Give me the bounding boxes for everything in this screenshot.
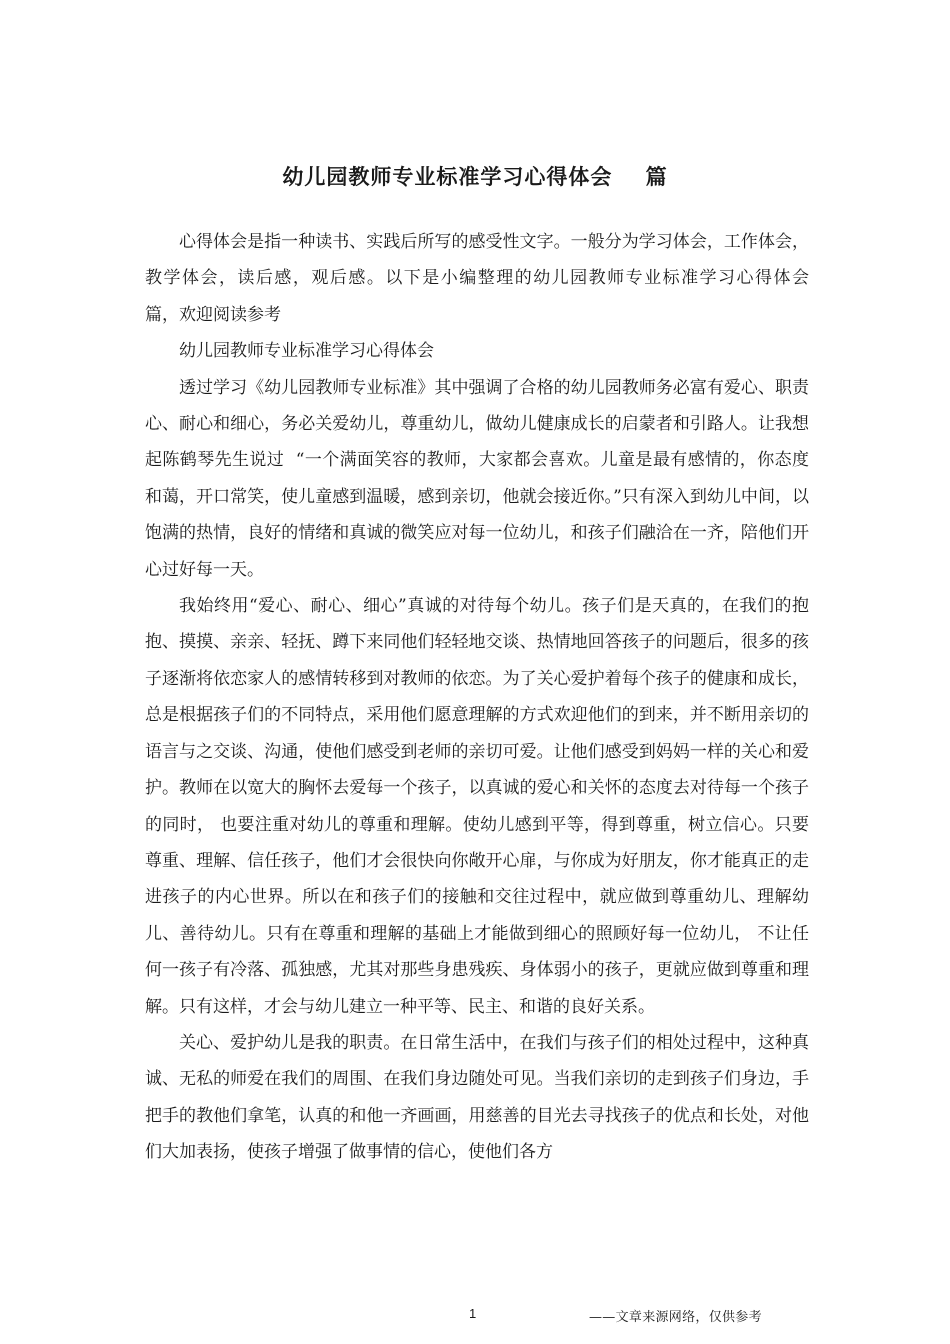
document-body — [145, 224, 831, 1171]
source-note: ——文章来源网络，仅供参考 — [589, 1310, 762, 1325]
body-paragraph: 透过学习《幼儿园教师专业标准》其中强调了合格的幼儿园教师务必富有爱心、职责心、耐心和细心，务必关爱幼儿，尊重幼儿，做幼儿健康成长的启蒙者和引路人。让我想起陈鹤琴先生说过 “一个满面笑容的教师，大家都会喜欢。儿童是最有感情的，你态度和蔼，开口常笑，使儿童感到温暖，感到亲切，他就会接近你。”只有深入到幼儿中间，以饱满的热情，良好的情绪和真诚的微笑应对每一位幼儿，和孩子们融洽在一齐，陪他们开心过好每一天。 — [145, 377, 809, 580]
document-title: 幼儿园教师专业标准学习心得体会 篇 — [282, 165, 668, 190]
page-number: 1 — [469, 1306, 477, 1321]
body-paragraph: 关心、爱护幼儿是我的职责。在日常生活中，在我们与孩子们的相处过程中，这种真诚、无私的师爱在我们的周围、在我们身边随处可见。当我们亲切的走到孩子们身边，手把手的教他们拿笔，认真的和他一齐画画，用慈善的目光去寻找孩子的优点和长处，对他们大加表扬，使孩子增强了做事情的信心，使他们各方 — [145, 1032, 809, 1163]
intro-paragraph: 心得体会是指一种读书、实践后所写的感受性文字。一般分为学习体会，工作体会，教学体会，读后感，观后感。以下是小编整理的幼儿园教师专业标准学习心得体会 篇，欢迎阅读参考 — [145, 232, 831, 325]
body-paragraph: 我始终用“爱心、耐心、细心”真诚的对待每个幼儿。孩子们是天真的，在我们的抱抱、摸摸、亲亲、轻抚、蹲下来同他们轻轻地交谈、热情地回答孩子的问题后，很多的孩子逐渐将依恋家人的感情转移到对教师的依恋。为了关心爱护着每个孩子的健康和成长，总是根据孩子们的不同特点，采用他们愿意理解的方式欢迎他们的到来，并不断用亲切的语言与之交谈、沟通，使他们感受到老师的亲切可爱。让他们感受到妈妈一样的关心和爱护。教师在以宽大的胸怀去爱每一个孩子，以真诚的爱心和关怀的态度去对待每一个孩子的同时， 也要注重对幼儿的尊重和理解。使幼儿感到平等，得到尊重，树立信心。只要尊重、理解、信任孩子，他们才会很快向你敞开心扉，与你成为好朋友，你才能真正的走进孩子的内心世界。所以在和孩子们的接触和交往过程中，就应做到尊重幼儿、理解幼儿、善待幼儿。只有在尊重和理解的基础上才能做到细心的照顾好每一位幼儿， 不让任何一孩子有冷落、孤独感，尤其对那些身患残疾、身体弱小的孩子，更就应做到尊重和理解。只有这样，才会与幼儿建立一种平等、民主、和谐的良好关系。 — [145, 596, 809, 1017]
page-footer — [0, 1306, 950, 1328]
section-heading: 幼儿园教师专业标准学习心得体会 — [179, 341, 434, 362]
